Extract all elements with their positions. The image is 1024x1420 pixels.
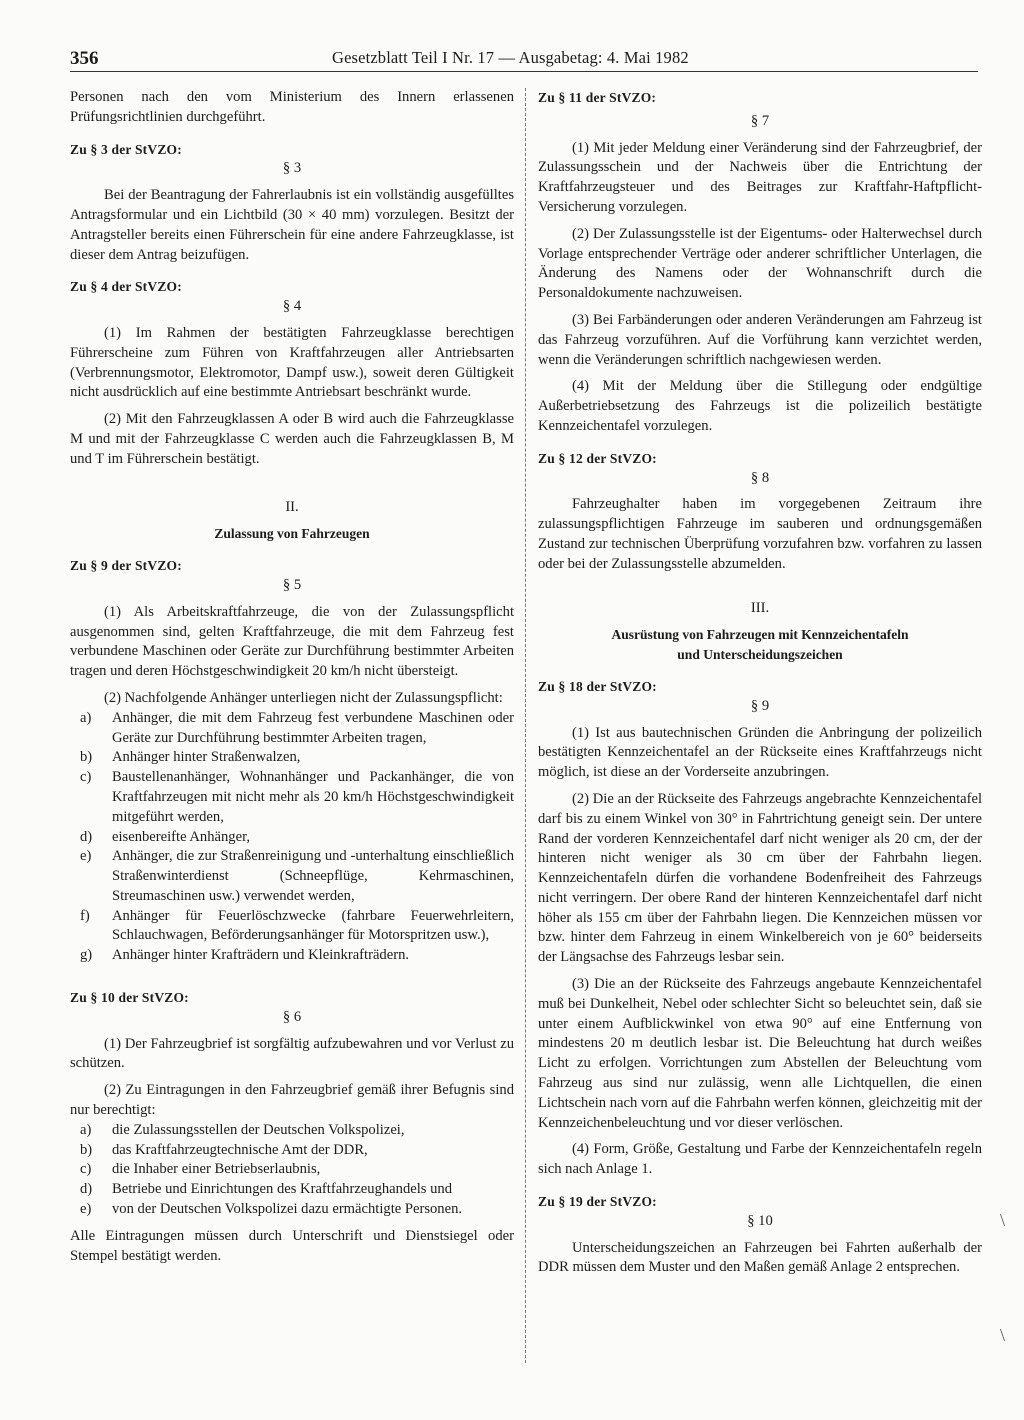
paragraph-8-text: Fahrzeughalter haben im vorgegebenen Zeitraum ihre zulassungspflichtigen Fahrzeuge im sauberen und ordnungsgemäßen Zustand zur technischen Überprüfung vorzufahren bzw. vorfahren zu lassen oder bei der Zulassungsstelle abzumelden. xyxy=(538,496,982,572)
paragraph-5-1: (1) Als Arbeitskraftfahrzeuge, die von der Zulassungspflicht ausgenommen sind, gelten Kraftfahrzeuge, die mit dem Fahrzeug fest verbundene Maschinen oder Geräte zur Durchführung bestimmter Arbeiten tragen und deren Höchstgeschwindigkeit 20 km/h nicht übersteigt. xyxy=(70,603,514,680)
chapter-3-number: III. xyxy=(750,599,770,616)
paragraph-7-1: (1) Mit jeder Meldung einer Veränderung sind der Fahrzeugbrief, der Zulassungsschein und der Nachweis über die Entrichtung der Kraftfahrzeugsteuer und des Beitrages zur Kraftfahr-Haftpflicht-Versicherung vorzulegen. xyxy=(538,139,982,215)
paragraph-9-4: (4) Form, Größe, Gestaltung und Farbe der Kennzeichentafeln regeln sich nach Anlage 1. xyxy=(538,1141,982,1178)
paragraph-6-closing: Alle Eintragungen müssen durch Unterschrift und Dienstsiegel oder Stempel bestätigt werden. xyxy=(70,1227,514,1264)
list-item: b) Anhänger hinter Straßenwalzen, xyxy=(80,749,301,766)
trailer-exemption-list xyxy=(70,709,514,966)
list-item: b) das Kraftfahrzeugtechnische Amt der DDR, xyxy=(80,1141,368,1158)
list-item: f) Anhänger für Feuerlöschzwecke (fahrbare Feuerwehrleitern, Schlauchwagen, Beförderungsanhänger für Motorspritzen usw.), xyxy=(80,907,514,944)
section-ref-s3: Zu § 3 der StVZO: xyxy=(70,141,182,157)
authorized-entries-list xyxy=(70,1121,514,1220)
paragraph-heading-3: § 3 xyxy=(282,160,302,177)
paragraph-7-2: (2) Der Zulassungsstelle ist der Eigentums- oder Halterwechsel durch Vorlage entsprechender Verträge oder anderer schriftlicher Unterlagen, die Änderung des Namens oder der Wohnanschrift durch die Personaldokumente nachzuweisen. xyxy=(538,225,982,302)
right-column xyxy=(538,88,982,1278)
paragraph-4-1: (1) Im Rahmen der bestätigten Fahrzeugklasse berechtigen Führerscheine zum Führen von Kraftfahrzeugen aller Antriebsarten (Verbrennungsmotor, Elektromotor, Dampf usw.), soweit deren Gültigkeit nicht ausdrücklich auf eine bestimmte Antriebsart beschränkt wurde. xyxy=(70,324,514,401)
paragraph-heading-10: § 10 xyxy=(747,1212,773,1229)
paragraph-9-1: (1) Ist aus bautechnischen Gründen die Anbringung der polizeilich bestätigten Kennzeichentafel an der Rückseite eines Kraftfahrzeugs nicht möglich, ist diese an der Vorderseite anzubringen. xyxy=(538,724,982,781)
paragraph-9-3: (3) Die an der Rückseite des Fahrzeugs angebaute Kennzeichentafel muß bei Dunkelheit, Nebel oder schlechter Sicht so beleuchtet sein, daß sie unter einem Aufblickwinkel von etwa 90° auf eine Entfernung von mindestens 20 m deutlich lesbar ist. Die Beleuchtung hat durch weißes Licht zu erfolgen. Vorrichtungen zum Abstellen der Beleuchtung vom Fahrzeug aus sind nur zulässig, wenn alle Lichtquellen, die einen Lichtschein nach vorn auf die Fahrbahn werfen können, gleichzeitig mit der Kennzeichenbeleuchtung und vor dieser verlöschen. xyxy=(538,976,982,1131)
paragraph-7-3: (3) Bei Farbänderungen oder anderen Veränderungen am Fahrzeug ist das Fahrzeug vorzuführen. Auf die Vorführung kann verzichtet werden, wenn die Veränderungen schriftlich nachgewiesen werden. xyxy=(538,311,982,368)
page-header xyxy=(70,48,978,72)
list-item: g) Anhänger hinter Krafträdern und Kleinkrafträdern. xyxy=(80,947,410,964)
paragraph-6-1: (1) Der Fahrzeugbrief ist sorgfältig aufzubewahren und vor Verlust zu schützen. xyxy=(70,1035,514,1072)
section-ref-s19: Zu § 19 der StVZO: xyxy=(538,1194,657,1210)
page-number: 356 xyxy=(70,48,99,69)
chapter-2-number: II. xyxy=(285,498,299,515)
section-ref-s9: Zu § 9 der StVZO: xyxy=(70,558,182,574)
paragraph-heading-8: § 8 xyxy=(750,469,770,486)
paragraph-heading-4: § 4 xyxy=(282,298,302,315)
paragraph-4-2: (2) Mit den Fahrzeugklassen A oder B wird auch die Fahrzeugklasse M und mit der Fahrzeugklasse C werden auch die Fahrzeugklassen B, M und T im Führerschein bestätigt. xyxy=(70,411,514,467)
paragraph-3-text: Bei der Beantragung der Fahrerlaubnis ist ein vollständig ausgefülltes Antragsformular und ein Lichtbild (30 × 40 mm) vorzulegen. Besitzt der Antragsteller bereits einen Führerschein für eine andere Fahrzeugklasse, ist dieser dem Antrag beizufügen. xyxy=(70,187,514,263)
list-item: e) von der Deutschen Volkspolizei dazu ermächtigte Personen. xyxy=(80,1201,463,1218)
section-ref-s4: Zu § 4 der StVZO: xyxy=(70,279,182,295)
list-item: a) die Zulassungsstellen der Deutschen Volkspolizei, xyxy=(80,1121,405,1138)
paragraph-heading-6: § 6 xyxy=(282,1008,302,1025)
scan-edge-mark: \ xyxy=(1000,1210,1006,1230)
chapter-3-title-line-1: Ausrüstung von Fahrzeugen mit Kennzeichentafeln xyxy=(611,627,909,643)
paragraph-6-2: (2) Zu Eintragungen in den Fahrzeugbrief gemäß ihrer Befugnis sind nur berechtigt: xyxy=(70,1082,514,1119)
section-ref-s10: Zu § 10 der StVZO: xyxy=(70,990,189,1006)
list-item: d) Betriebe und Einrichtungen des Kraftfahrzeughandels und xyxy=(80,1181,452,1198)
section-ref-s12: Zu § 12 der StVZO: xyxy=(538,450,657,466)
running-head: Gesetzblatt Teil I Nr. 17 — Ausgabetag: 4. Mai 1982 xyxy=(332,48,689,67)
chapter-3-title-line-2: und Unterscheidungszeichen xyxy=(677,647,843,663)
header-rule xyxy=(70,71,978,72)
list-item: c) Baustellenanhänger, Wohnanhänger und Packanhänger, die von Kraftfahrzeugen mit nicht mehr als 20 km/h Höchstgeschwindigkeit mitgeführt werden, xyxy=(80,769,514,825)
paragraph-7-4: (4) Mit der Meldung über die Stillegung oder endgültige Außerbetriebsetzung des Fahrzeugs ist die polizeilich bestätigte Kennzeichentafel vorzulegen. xyxy=(538,378,982,434)
paragraph-5-2: (2) Nachfolgende Anhänger unterliegen nicht der Zulassungspflicht: xyxy=(104,689,503,706)
column-divider xyxy=(525,88,526,1363)
list-item: c) die Inhaber einer Betriebserlaubnis, xyxy=(80,1161,321,1178)
intro-text: Personen nach den vom Ministerium des Innern erlassenen Prüfungsrichtlinien durchgeführt. xyxy=(70,89,514,125)
paragraph-heading-9: § 9 xyxy=(750,697,770,714)
paragraph-10-text: Unterscheidungszeichen an Fahrzeugen bei Fahrten außerhalb der DDR müssen dem Muster und den Maßen gemäß Anlage 2 entsprechen. xyxy=(538,1239,982,1276)
section-ref-s18: Zu § 18 der StVZO: xyxy=(538,678,657,694)
list-item: d) eisenbereifte Anhänger, xyxy=(80,828,250,845)
section-ref-s11: Zu § 11 der StVZO: xyxy=(538,90,657,105)
list-item: e) Anhänger, die zur Straßenreinigung und -unterhaltung einschließlich Straßenwinterdienst (Schneepflüge, Kehrmaschinen, Streumaschinen usw.) verwendet werden, xyxy=(80,848,514,904)
paragraph-9-2: (2) Die an der Rückseite des Fahrzeugs angebrachte Kennzeichentafel darf bis zu einem Winkel von 30° in Fahrtrichtung geneigt sein. Der untere Rand der vorderen Kennzeichentafel darf nicht weniger als 20 cm, der der hinteren nicht weniger als 30 cm über der Fahrbahn liegen. Kennzeichentafeln dürfen die vorhandene Bodenfreiheit des Fahrzeugs nicht verringern. Der obere Rand der hinteren Kennzeichentafel darf nicht höher als 155 cm über der Fahrbahn liegen. Die Kennzeichen müssen vor bzw. hinter dem Fahrzeug in einem Winkelbereich von je 60° beiderseits der Längsachse des Fahrzeugs lesbar sein. xyxy=(538,790,982,966)
chapter-2-title: Zulassung von Fahrzeugen xyxy=(214,526,370,542)
paragraph-heading-5: § 5 xyxy=(282,576,302,593)
list-item: a) Anhänger, die mit dem Fahrzeug fest verbundene Maschinen oder Geräte zur Durchführung bestimmter Arbeiten tragen, xyxy=(80,709,514,746)
scan-edge-mark: \ xyxy=(1000,1325,1006,1345)
paragraph-heading-7: § 7 xyxy=(750,112,770,129)
left-column xyxy=(70,88,514,1266)
